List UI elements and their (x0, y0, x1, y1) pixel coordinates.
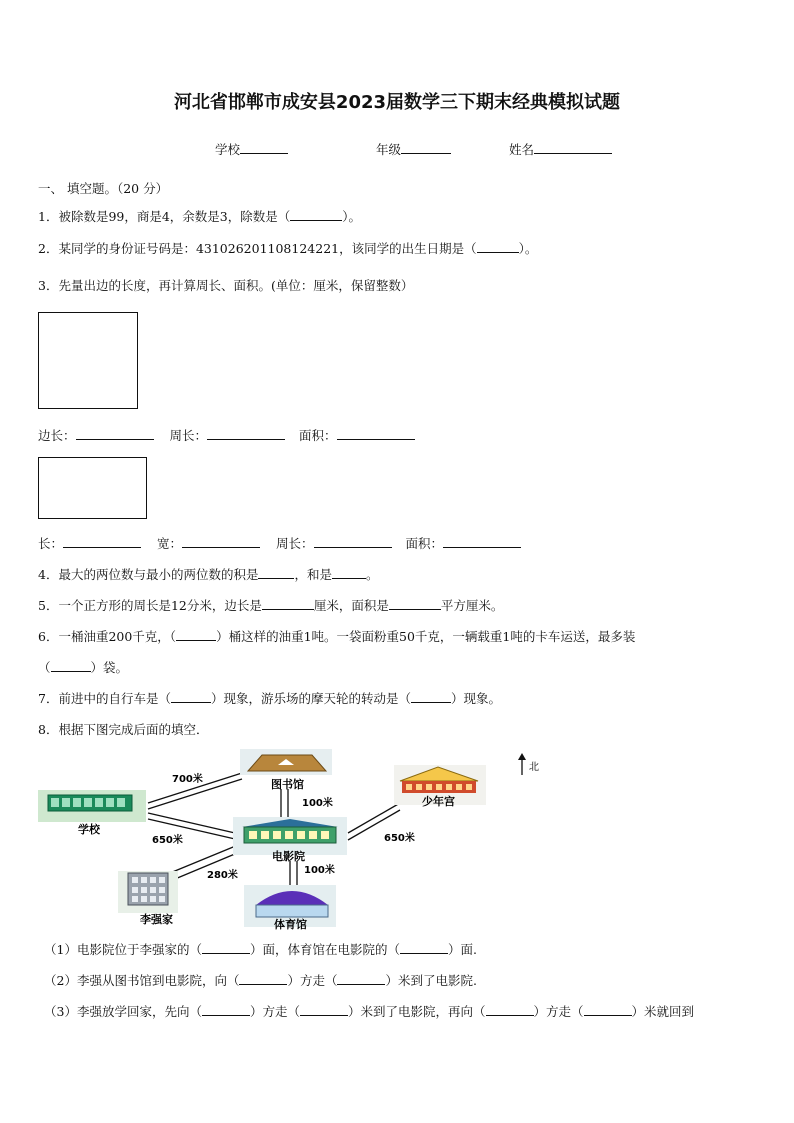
school-label: 学校 (215, 142, 241, 157)
square-area-blank[interactable] (337, 427, 415, 440)
q8-3-text: （3）李强放学回家，先向（ (44, 1004, 202, 1019)
label-liqiang-home: 李强家 (140, 913, 173, 926)
rect-width-blank[interactable] (182, 535, 260, 548)
q5-blank-area[interactable] (389, 597, 441, 610)
q8-2-text: （2）李强从图书馆到电影院，向（ (44, 973, 240, 988)
school-building-icon (38, 790, 146, 822)
q6-text-mid: ）桶这样的油重1吨。一袋面粉重50千克，一辆载重1吨的卡车运送，最多装 (216, 629, 636, 644)
q5-text: 5．一个正方形的周长是12分米，边长是 (38, 598, 262, 613)
liqiang-home-building-icon (118, 871, 178, 913)
grade-field[interactable] (376, 141, 451, 158)
q2-text-end: ）。 (518, 241, 538, 256)
q1-text-end: ）。 (342, 209, 362, 224)
q8-2-blank-a[interactable] (239, 972, 287, 985)
q4-blank-sum[interactable] (332, 566, 366, 579)
q4-text-end: 。 (365, 567, 379, 582)
q3-rectangle-figure (38, 457, 147, 519)
dist-cinema-gym: 100米 (304, 865, 335, 876)
grade-label: 年级 (376, 142, 402, 157)
question-7 (38, 690, 501, 707)
question-8-1 (44, 941, 477, 958)
q6-text-end: ）袋。 (90, 660, 129, 675)
question-3: 3．先量出边的长度，再计算周长、面积。(单位：厘米，保留整数） (38, 278, 414, 293)
dist-school-library: 700米 (172, 774, 203, 785)
q8-3-blank-c[interactable] (486, 1003, 534, 1016)
q5-blank-side[interactable] (262, 597, 314, 610)
dist-home-cinema: 280米 (207, 870, 238, 881)
q4-blank-product[interactable] (258, 566, 294, 579)
rect-width-label: 宽： (157, 536, 183, 551)
q6-open: （ (38, 660, 51, 675)
q1-text: 1．被除数是99，商是4，余数是3，除数是（ (38, 209, 291, 224)
q7-blank-wheel[interactable] (411, 690, 451, 703)
question-8-2 (44, 972, 477, 989)
q8-1-text: （1）电影院位于李强家的（ (44, 942, 202, 957)
q5-text-mid: 厘米，面积是 (313, 598, 389, 613)
label-school: 学校 (78, 823, 100, 836)
rect-length-blank[interactable] (63, 535, 141, 548)
square-side-blank[interactable] (76, 427, 154, 440)
q7-text-mid: ）现象，游乐场的摩天轮的转动是（ (210, 691, 411, 706)
q8-3-blank-d[interactable] (584, 1003, 632, 1016)
label-gym: 体育馆 (274, 918, 307, 930)
q8-3-text-d: ）方走（ (533, 1004, 584, 1019)
q8-1-text-end: ）面. (447, 942, 477, 957)
square-area-label: 面积： (299, 428, 337, 443)
dist-library-cinema: 100米 (302, 798, 333, 809)
q8-map (30, 745, 550, 930)
question-6 (38, 628, 635, 645)
question-2 (38, 240, 537, 257)
question-8-3 (44, 1003, 694, 1020)
grade-blank[interactable] (401, 141, 451, 154)
north-arrow-icon (518, 753, 526, 775)
label-library: 图书馆 (271, 778, 304, 791)
rect-length-label: 长： (38, 536, 64, 551)
question-8: 8．根据下图完成后面的填空． (38, 722, 209, 737)
q3-square-answers (38, 427, 415, 444)
q7-blank-bike[interactable] (171, 690, 211, 703)
square-perimeter-label: 周长： (169, 428, 208, 443)
q2-text: 2．某同学的身份证号码是：431026201108124221，该同学的出生日期是（ (38, 241, 477, 256)
q6-blank-barrels[interactable] (176, 628, 216, 641)
q8-3-text-c: ）米到了电影院，再向（ (347, 1004, 486, 1019)
rect-area-blank[interactable] (443, 535, 521, 548)
section-heading: 一、 填空题。（20 分） (38, 181, 169, 196)
label-cinema: 电影院 (272, 850, 305, 863)
q4-text-mid: ，和是 (294, 567, 332, 582)
school-field[interactable] (215, 141, 288, 158)
q3-rect-answers (38, 535, 521, 552)
square-side-label: 边长： (38, 428, 76, 443)
question-4 (38, 566, 379, 583)
school-blank[interactable] (240, 141, 288, 154)
question-1 (38, 208, 361, 225)
square-perimeter-blank[interactable] (207, 427, 285, 440)
q8-2-blank-b[interactable] (337, 972, 385, 985)
q2-blank[interactable] (477, 240, 519, 253)
q7-text: 7．前进中的自行车是（ (38, 691, 171, 706)
q7-text-end: ）现象。 (450, 691, 501, 706)
name-field[interactable] (509, 141, 612, 158)
page-title: 河北省邯郸市成安县2023届数学三下期末经典模拟试题 (173, 92, 621, 113)
q8-3-blank-b[interactable] (300, 1003, 348, 1016)
library-building-icon (240, 749, 332, 775)
q8-3-blank-a[interactable] (202, 1003, 250, 1016)
q1-blank[interactable] (290, 208, 342, 221)
name-label: 姓名 (509, 142, 535, 157)
label-youth-palace: 少年宫 (422, 795, 455, 808)
q8-3-text-b: ）方走（ (249, 1004, 300, 1019)
north-label: 北 (529, 762, 539, 773)
q8-1-blank-b[interactable] (400, 941, 448, 954)
name-blank[interactable] (534, 141, 612, 154)
rect-area-label: 面积： (405, 536, 444, 551)
q8-1-blank-a[interactable] (202, 941, 250, 954)
question-5 (38, 597, 503, 614)
q8-2-text-end: ）米到了电影院. (385, 973, 477, 988)
q8-1-text-mid: ）面，体育馆在电影院的（ (249, 942, 400, 957)
q6-blank-bags[interactable] (51, 659, 91, 672)
q6-text: 6．一桶油重200千克，（ (38, 629, 177, 644)
q4-text: 4．最大的两位数与最小的两位数的积是 (38, 567, 259, 582)
q8-2-text-mid: ）方走（ (287, 973, 338, 988)
q5-text-end: 平方厘米。 (440, 598, 504, 613)
rect-perimeter-blank[interactable] (314, 535, 392, 548)
dist-school-cinema: 650米 (152, 835, 183, 846)
question-6-cont (38, 659, 128, 676)
dist-cinema-youth: 650米 (384, 833, 415, 844)
rect-perimeter-label: 周长： (276, 536, 314, 551)
q8-3-text-end: ）米就回到 (631, 1004, 695, 1019)
q3-square-figure (38, 312, 138, 409)
